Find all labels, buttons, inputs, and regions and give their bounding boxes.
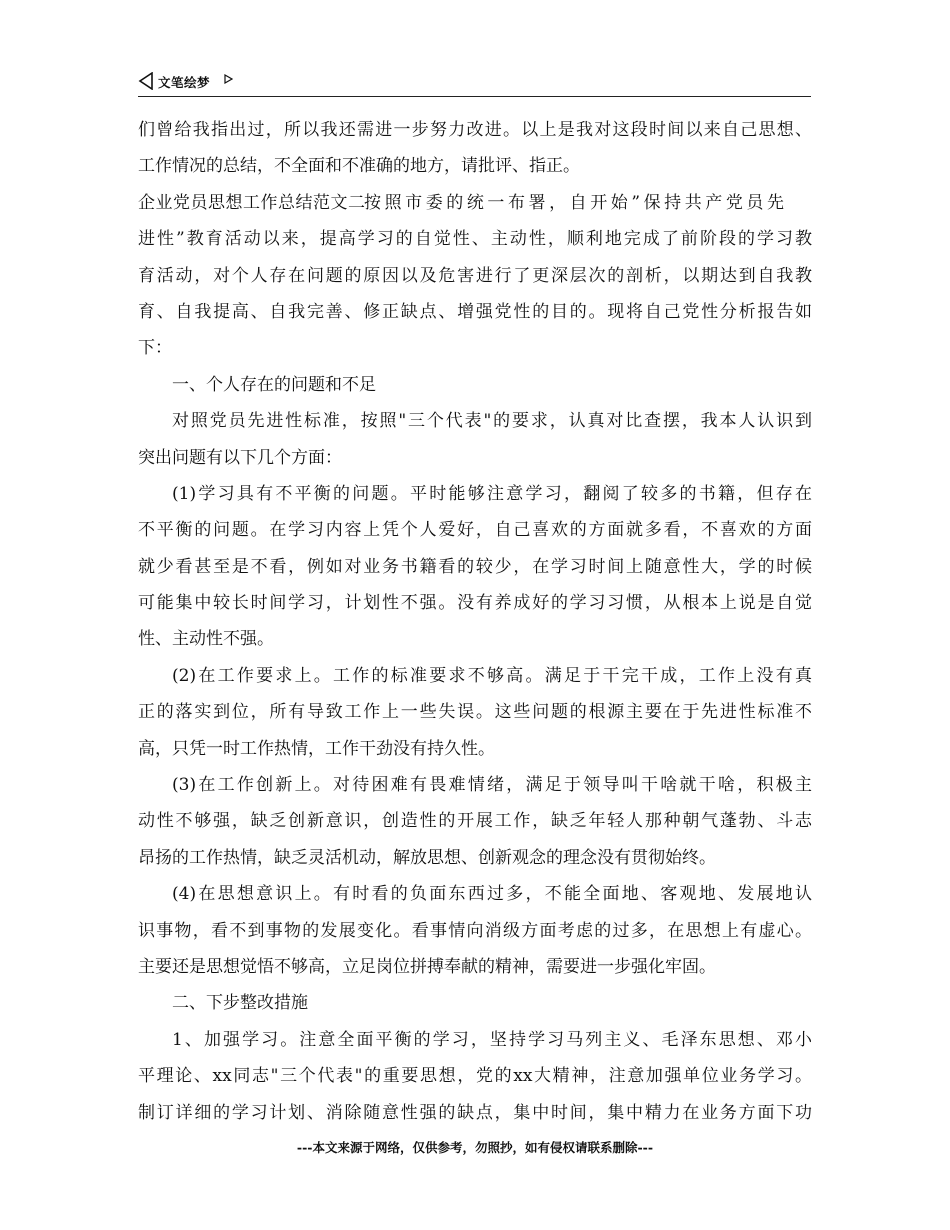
text-line — [138, 185, 812, 221]
text-line: 正的落实到位，所有导致工作上一些失误。这些问题的根源主要在于先进性标准不 — [138, 702, 812, 723]
text-line: 突出问题有以下几个方面： — [138, 447, 342, 468]
text-line: 就少看甚至是不看，例如对业务书籍看的较少，在学习时间上随意性大，学的时候 — [138, 556, 812, 577]
text-line: 平理论、xx同志"三个代表"的重要思想，党的xx大精神，注意加强单位业务学习。 — [138, 1066, 812, 1087]
text-line: 制订详细的学习计划、消除随意性强的缺点，集中时间，集中精力在业务方面下功 — [138, 1102, 812, 1123]
text-line: 昂扬的工作热情，缺乏灵活机动，解放思想、创新观念的理念没有贯彻始终。 — [138, 847, 716, 868]
text-segment: 按照市委的统一布署，自开始”保持共产党员先 — [364, 192, 784, 213]
text-line: 性、主动性不强。 — [138, 629, 274, 650]
text-line: (3)在工作创新上。对待困难有畏难情绪，满足于领导叫干啥就干啥，积极主 — [172, 775, 812, 796]
text-line: 们曾给我指出过，所以我还需进一步努力改进。以上是我对这段时间以来自己思想、 — [138, 120, 812, 140]
text-line: 下： — [138, 338, 172, 359]
text-line: 1、加强学习。注意全面平衡的学习，坚持学习马列主义、毛泽东思想、邓小 — [172, 1029, 812, 1050]
text-line: 可能集中较长时间学习，计划性不强。没有养成好的学习习惯，从根本上说是自觉 — [138, 593, 812, 614]
text-line: 对照党员先进性标准，按照"三个代表"的要求，认真对比查摆，我本人认识到 — [172, 411, 812, 432]
document-body — [138, 112, 812, 1131]
footer-disclaimer: ---本文来源于网络，仅供参考，勿照抄，如有侵权请联系删除--- — [296, 1140, 654, 1155]
brand-name: 文笔绘梦 — [158, 75, 211, 90]
text-line: 高，只凭一时工作热情，工作干劲没有持久性。 — [138, 738, 495, 759]
text-line: 育、自我提高、自我完善、修正缺点、增强党性的目的。现将自己党性分析报告如 — [138, 301, 812, 322]
back-arrow-icon[interactable] — [138, 72, 154, 90]
text-line: 不平衡的问题。在学习内容上凭个人爱好，自己喜欢的方面就多看，不喜欢的方面 — [138, 520, 812, 541]
text-line: (1)学习具有不平衡的问题。平时能够注意学习，翻阅了较多的书籍，但存在 — [172, 483, 812, 504]
text-line: 主要还是思想觉悟不够高，立足岗位拼搏奉献的精神，需要进一步强化牢固。 — [138, 956, 716, 977]
text-line: 识事物，看不到事物的发展变化。看事情向消级方面考虑的过多，在思想上有虚心。 — [138, 920, 812, 941]
section-heading: 一、个人存在的问题和不足 — [172, 374, 376, 395]
play-icon[interactable] — [224, 74, 233, 84]
section-title: 企业党员思想工作总结范文二 — [138, 192, 366, 213]
text-line: 育活动，对个人存在问题的原因以及危害进行了更深层次的剖析，以期达到自我教 — [138, 265, 812, 286]
text-line: 动性不够强，缺乏创新意识，创造性的开展工作，缺乏年轻人那种朝气蓬勃、斗志 — [138, 811, 812, 832]
section-heading: 二、下步整改措施 — [172, 993, 308, 1014]
text-line: (4)在思想意识上。有时看的负面东西过多，不能全面地、客观地、发展地认 — [172, 884, 812, 905]
text-line: (2)在工作要求上。工作的标准要求不够高。满足于干完干成，工作上没有真 — [172, 665, 812, 686]
text-line: 工作情况的总结，不全面和不准确的地方，请批评、指正。 — [138, 156, 580, 177]
text-line: 进性”教育活动以来，提高学习的自觉性、主动性，顺利地完成了前阶段的学习教 — [138, 229, 812, 250]
page-header — [138, 70, 811, 97]
